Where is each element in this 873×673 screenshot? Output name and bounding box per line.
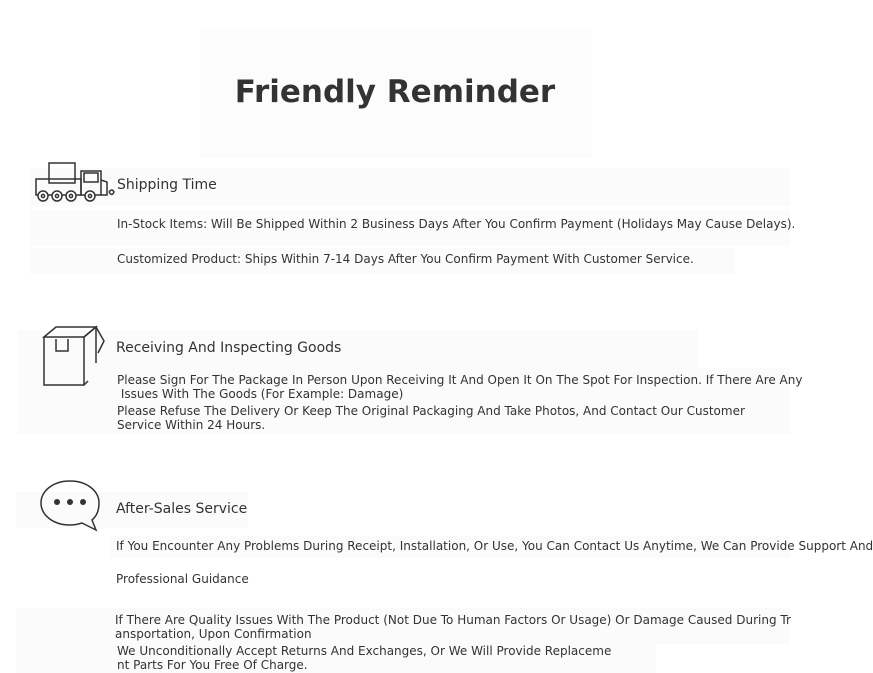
truck-icon bbox=[33, 160, 119, 206]
section-aftersales-heading: After-Sales Service bbox=[116, 501, 248, 517]
chat-bubble-icon bbox=[38, 478, 104, 534]
section-shipping-paragraph-1: In-Stock Items: Will Be Shipped Within 2 Business Days After You Confirm Payment (Holidays May Cause Delays). bbox=[117, 217, 796, 231]
section-receiving-heading: Receiving And Inspecting Goods bbox=[116, 340, 342, 356]
section-receiving-paragraph-1: Please Sign For The Package In Person Upon Receiving It And Open It On The Spot For Inspection. If There Are Any Issues With The Goods (For Example: Damage) bbox=[117, 373, 803, 401]
section-aftersales-paragraph-1: If You Encounter Any Problems During Receipt, Installation, Or Use, You Can Contact Us Anytime, We Can Provide Support And bbox=[116, 539, 873, 553]
package-box-icon bbox=[40, 323, 110, 387]
page-title: Friendly Reminder bbox=[234, 74, 556, 110]
section-aftersales-paragraph-2: Professional Guidance bbox=[116, 572, 249, 586]
section-receiving-paragraph-2: Please Refuse The Delivery Or Keep The Original Packaging And Take Photos, And Contact Our Customer Service Within 24 Hours. bbox=[117, 404, 745, 432]
section-shipping-heading: Shipping Time bbox=[117, 177, 217, 193]
section-aftersales-paragraph-3: If There Are Quality Issues With The Product (Not Due To Human Factors Or Usage) Or Damage Caused During Tr ansportation, Upon Confirmation bbox=[115, 613, 791, 641]
section-aftersales-paragraph-4: We Unconditionally Accept Returns And Exchanges, Or We Will Provide Replaceme nt Parts For You Free Of Charge. bbox=[117, 644, 612, 672]
section-shipping-paragraph-2: Customized Product: Ships Within 7-14 Days After You Confirm Payment With Customer Service. bbox=[117, 252, 694, 266]
